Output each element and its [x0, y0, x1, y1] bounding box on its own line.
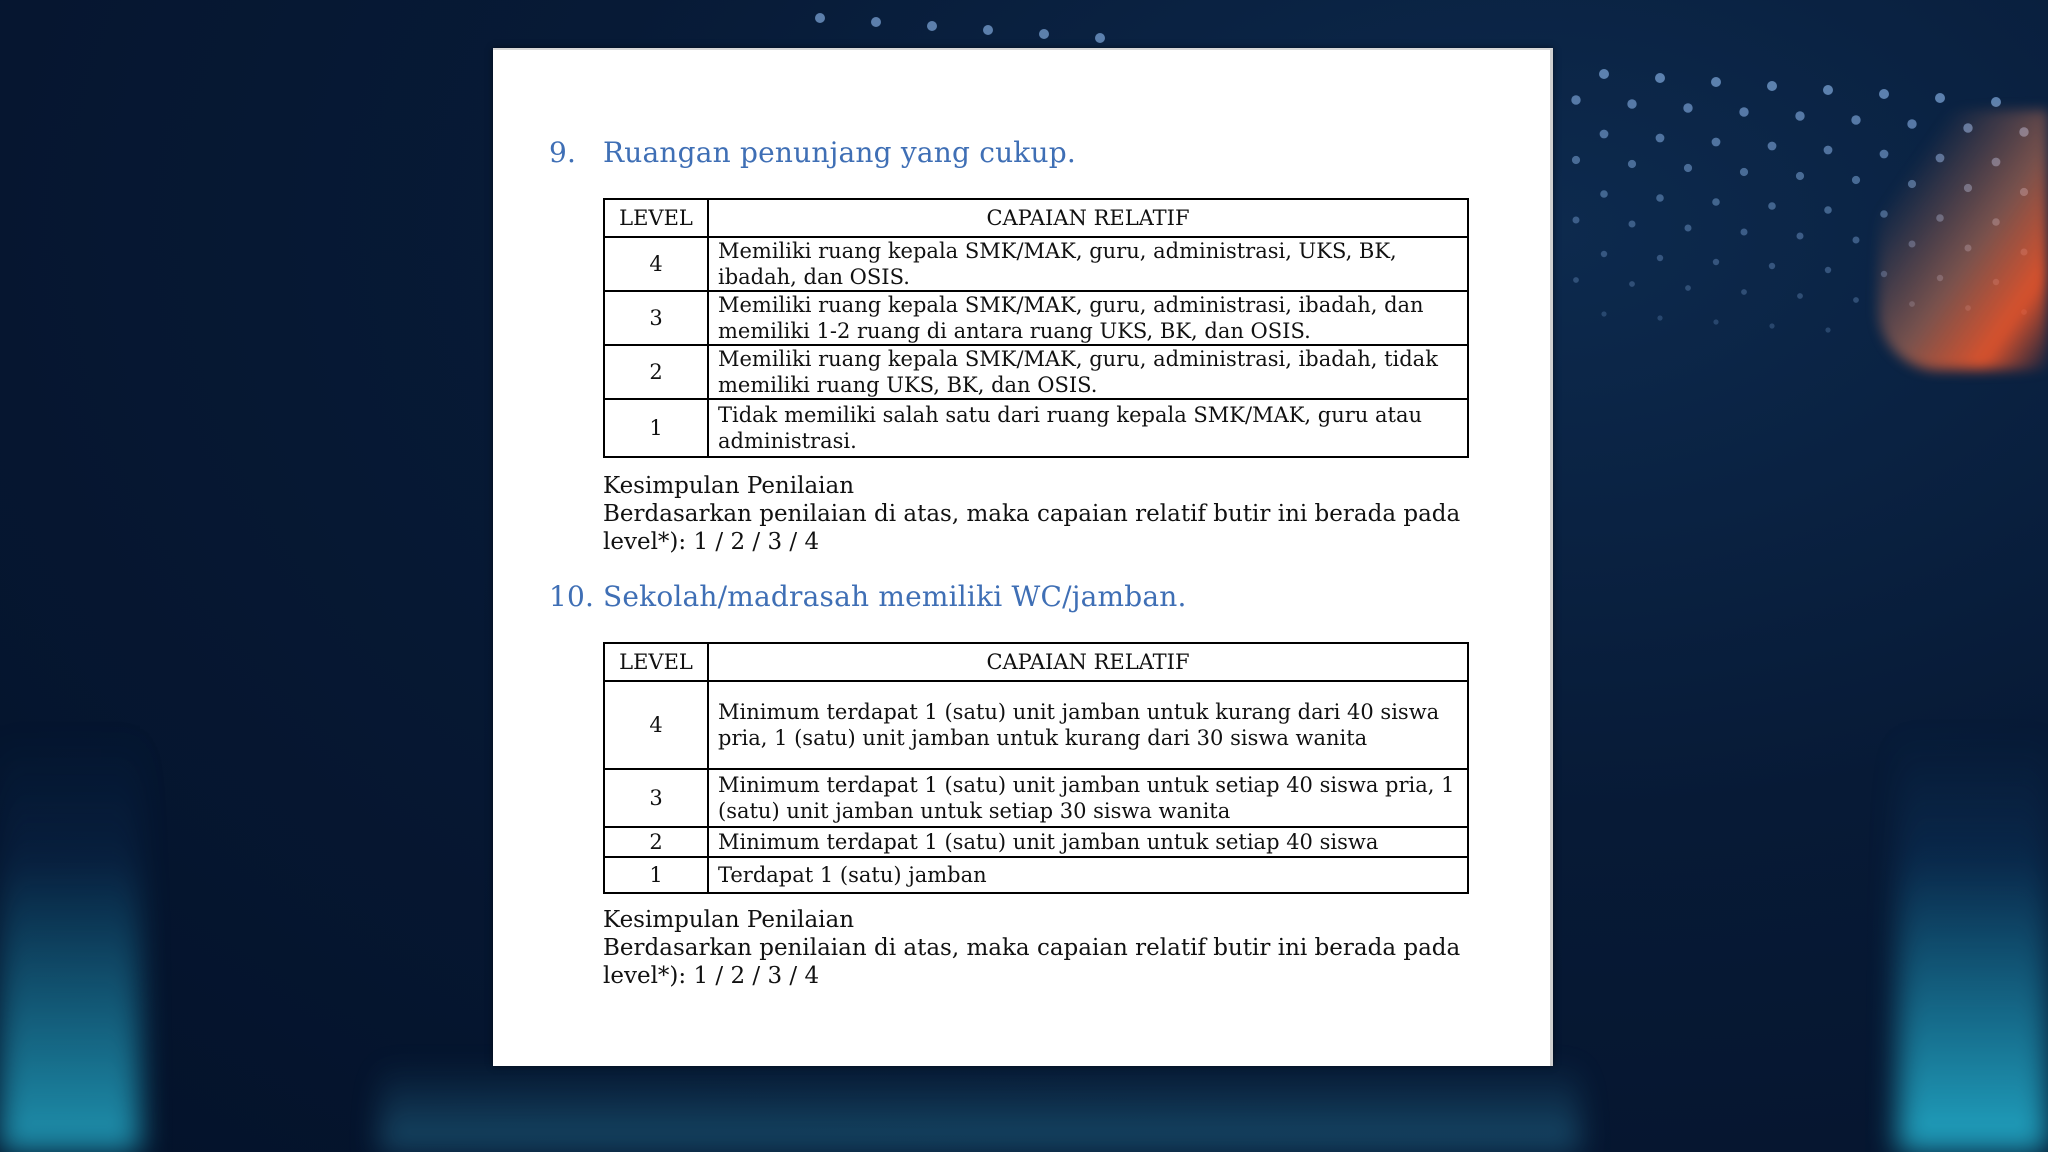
table-row — [604, 827, 1468, 857]
table-row — [604, 769, 1468, 827]
decor-dot — [1095, 33, 1105, 43]
decor-dot — [927, 21, 937, 31]
table-row — [604, 291, 1468, 345]
row-level: 2 — [604, 345, 708, 399]
light-streak — [1878, 110, 2048, 370]
conclusion-text: Berdasarkan penilaian di atas, maka capaian relatif butir ini berada pada level*): 1 / 2 / 3 / 4 — [603, 935, 1461, 989]
section-9-title: Ruangan penunjang yang cukup. — [603, 136, 1076, 169]
conclusion-text: Berdasarkan penilaian di atas, maka capaian relatif butir ini berada pada level*): 1 / 2 / 3 / 4 — [603, 501, 1461, 555]
conclusion-title: Kesimpulan Penilaian — [603, 473, 855, 499]
row-level: 2 — [604, 827, 708, 857]
decor-dot — [1628, 160, 1636, 168]
decor-dot — [1853, 237, 1860, 244]
decor-dot — [1600, 190, 1608, 198]
decor-dot — [1853, 297, 1859, 303]
decor-dot — [1713, 319, 1718, 324]
section-9-conclusion — [603, 472, 1483, 556]
decor-dot — [1741, 289, 1747, 295]
section-9-heading — [549, 136, 1076, 169]
header-level: LEVEL — [604, 199, 708, 237]
table-row — [604, 399, 1468, 457]
decor-dot — [1656, 134, 1665, 143]
table-row — [604, 345, 1468, 399]
section-10-table — [603, 642, 1469, 894]
decor-dot — [1768, 142, 1777, 151]
glow-left — [0, 732, 140, 1152]
section-10-heading — [549, 580, 1187, 613]
header-capaian: CAPAIAN RELATIF — [708, 643, 1468, 681]
section-10-number: 10. — [549, 580, 595, 613]
section-9-number: 9. — [549, 136, 577, 169]
decor-dot — [1685, 285, 1691, 291]
row-text: Tidak memiliki salah satu dari ruang kepala SMK/MAK, guru atau administrasi. — [708, 399, 1468, 457]
row-level: 1 — [604, 399, 708, 457]
decor-dot — [1627, 99, 1636, 108]
decor-dot — [1852, 176, 1860, 184]
row-text: Minimum terdapat 1 (satu) unit jamban untuk setiap 40 siswa pria, 1 (satu) unit jamban untuk setiap 30 siswa wanita — [708, 769, 1468, 827]
decor-dot — [1601, 251, 1607, 257]
decor-dot — [1713, 259, 1719, 265]
glow-bottom — [380, 1062, 1580, 1152]
decor-dot — [1767, 81, 1777, 91]
decor-dot — [1685, 225, 1692, 232]
decor-dot — [1712, 138, 1721, 147]
decor-dot — [1824, 206, 1832, 214]
decor-dot — [1572, 156, 1580, 164]
section-10-title: Sekolah/madrasah memiliki WC/jamban. — [603, 580, 1187, 613]
decor-dot — [1796, 172, 1804, 180]
header-capaian: CAPAIAN RELATIF — [708, 199, 1468, 237]
decor-dot — [1797, 293, 1803, 299]
table-row — [604, 237, 1468, 291]
header-level: LEVEL — [604, 643, 708, 681]
decor-dot — [1851, 115, 1860, 124]
section-10-conclusion — [603, 906, 1483, 990]
row-text: Memiliki ruang kepala SMK/MAK, guru, administrasi, ibadah, tidak memiliki ruang UKS, BK, dan OSIS. — [708, 345, 1468, 399]
decor-dot — [1629, 281, 1635, 287]
decor-dot — [1712, 198, 1720, 206]
decor-dot — [1656, 194, 1664, 202]
row-level: 4 — [604, 681, 708, 769]
decor-dot — [1683, 103, 1692, 112]
decor-dot — [1711, 77, 1721, 87]
row-text: Memiliki ruang kepala SMK/MAK, guru, administrasi, ibadah, dan memiliki 1-2 ruang di antara ruang UKS, BK, dan OSIS. — [708, 291, 1468, 345]
row-text: Terdapat 1 (satu) jamban — [708, 857, 1468, 893]
row-level: 4 — [604, 237, 708, 291]
table-header-row — [604, 199, 1468, 237]
decor-dot — [1601, 311, 1606, 316]
decor-dot — [1684, 164, 1692, 172]
row-level: 3 — [604, 291, 708, 345]
table-row — [604, 857, 1468, 893]
decor-dot — [1573, 217, 1580, 224]
decor-dot — [1879, 89, 1889, 99]
decor-dot — [1600, 130, 1609, 139]
decor-dot — [1825, 267, 1831, 273]
decor-dot — [1935, 93, 1945, 103]
decor-dot — [1797, 233, 1804, 240]
decor-dot — [1740, 168, 1748, 176]
document-page — [493, 48, 1553, 1066]
decor-dot — [1571, 95, 1580, 104]
row-text: Minimum terdapat 1 (satu) unit jamban untuk setiap 40 siswa — [708, 827, 1468, 857]
row-level: 3 — [604, 769, 708, 827]
decor-dot — [1769, 323, 1774, 328]
table-row — [604, 681, 1468, 769]
conclusion-title: Kesimpulan Penilaian — [603, 907, 855, 933]
decor-dot — [983, 25, 993, 35]
row-text: Minimum terdapat 1 (satu) unit jamban untuk kurang dari 40 siswa pria, 1 (satu) unit jamban untuk kurang dari 30 siswa wanita — [708, 681, 1468, 769]
decor-dot — [1769, 263, 1775, 269]
row-text: Memiliki ruang kepala SMK/MAK, guru, administrasi, UKS, BK, ibadah, dan OSIS. — [708, 237, 1468, 291]
decor-dot — [1599, 69, 1609, 79]
decor-dot — [1823, 85, 1833, 95]
decor-dot — [1629, 221, 1636, 228]
decor-dot — [1655, 73, 1665, 83]
decor-dot — [1739, 107, 1748, 116]
decor-dot — [1657, 315, 1662, 320]
decor-dot — [871, 17, 881, 27]
decor-dot — [1768, 202, 1776, 210]
decor-dot — [1824, 146, 1833, 155]
decor-dot — [1825, 327, 1830, 332]
table-header-row — [604, 643, 1468, 681]
decor-dot — [1795, 111, 1804, 120]
decor-dot — [1657, 255, 1663, 261]
decor-dot — [1039, 29, 1049, 39]
row-level: 1 — [604, 857, 708, 893]
glow-right — [1898, 732, 2048, 1152]
decor-dot — [815, 13, 825, 23]
decor-dot — [1573, 277, 1579, 283]
decor-dot — [1991, 97, 2001, 107]
section-9-table — [603, 198, 1469, 458]
decor-dot — [1741, 229, 1748, 236]
